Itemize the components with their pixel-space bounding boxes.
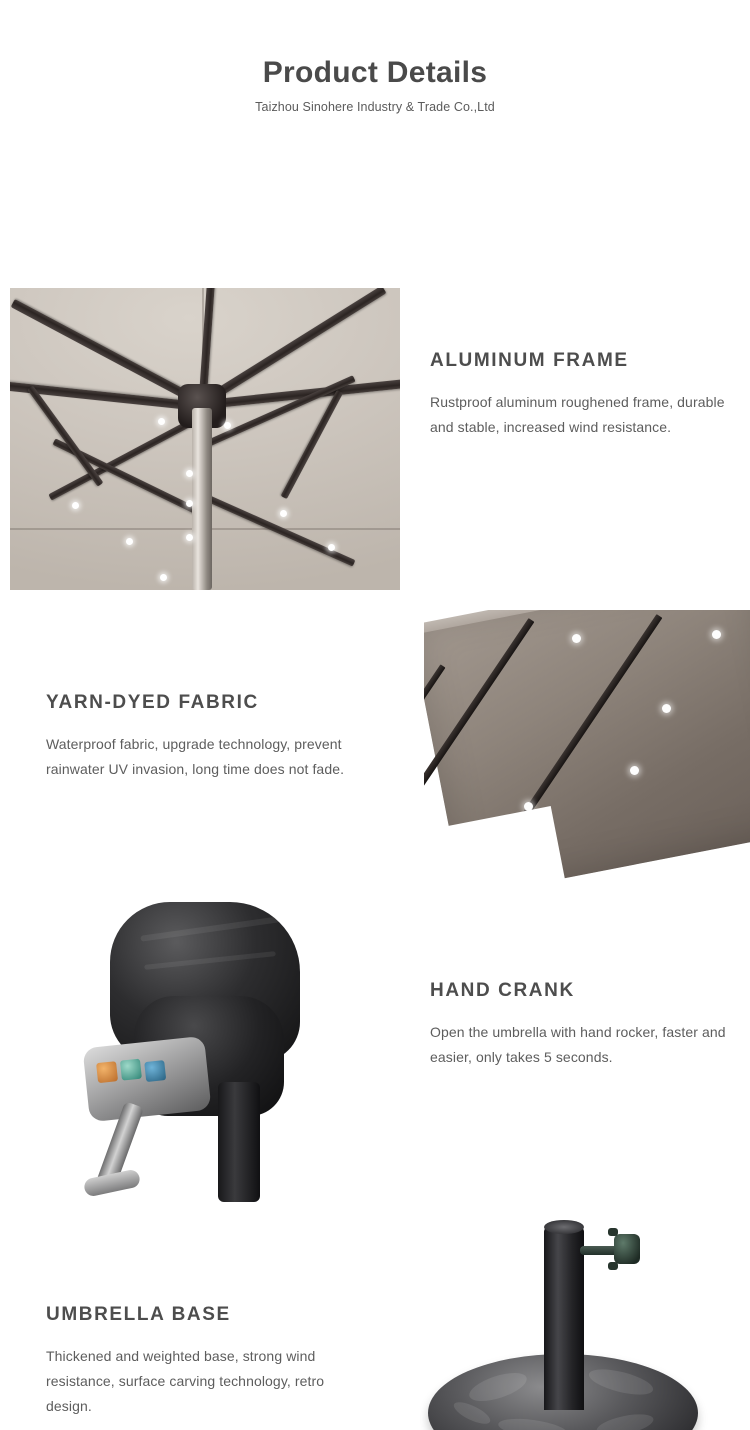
feature-description: Thickened and weighted base, strong wind resistance, surface carving technology, retro design. [46,1348,325,1414]
crank-handle [83,1168,142,1197]
base-knob-wing [608,1262,618,1270]
led-light [186,534,193,541]
base-tube-opening [544,1220,584,1234]
base-carving [466,1367,530,1406]
led-light [712,630,721,639]
page-header [0,0,750,114]
feature-description: Rustproof aluminum roughened frame, durable and stable, increased wind resistance. [430,394,725,435]
led-light [572,634,581,643]
indicator-chip-orange [96,1061,118,1083]
led-light [328,544,335,551]
led-light [160,574,167,581]
led-light [224,422,231,429]
indicator-chip-teal [120,1059,142,1081]
indicator-chip-blue [144,1060,166,1082]
led-light [126,538,133,545]
base-carving [587,1364,656,1399]
led-light [72,502,79,509]
page-title: Product Details [262,56,488,89]
base-tightening-knob [614,1234,640,1264]
umbrella-underside-frame-photo [10,288,400,590]
photo-mask [424,806,574,896]
base-knob-wing [608,1228,618,1236]
feature-title: YARN-DYED FABRIC [46,692,259,713]
hand-crank-mechanism-photo [48,896,380,1202]
led-light [662,704,671,713]
base-center-tube [544,1226,584,1410]
umbrella-pole [192,408,212,590]
feature-description: Waterproof fabric, upgrade technology, prevent rainwater UV invasion, long time does not fade. [46,736,345,777]
feature-description: Open the umbrella with hand rocker, faster and easier, only takes 5 seconds. [430,1024,726,1065]
led-light [280,510,287,517]
led-light [158,418,165,425]
umbrella-base-text-block [46,1304,346,1419]
led-light [630,766,639,775]
base-carving [595,1410,655,1430]
yarn-dyed-fabric-text-block [46,692,346,782]
base-carving [451,1398,493,1428]
led-light [186,470,193,477]
canopy-fabric-edge-photo [424,610,750,896]
company-name: Taizhou Sinohere Industry & Trade Co.,Ltd [255,100,495,114]
aluminum-frame-text-block [430,350,730,440]
feature-title: ALUMINUM FRAME [430,350,629,371]
led-light [186,500,193,507]
feature-title: UMBRELLA BASE [46,1304,231,1325]
umbrella-pole [218,1082,260,1202]
hand-crank-text-block [430,980,730,1070]
feature-title: HAND CRANK [430,980,575,1001]
umbrella-base-photo [420,1184,720,1430]
crank-mechanism-plate [82,1036,211,1122]
base-carving [497,1415,569,1430]
